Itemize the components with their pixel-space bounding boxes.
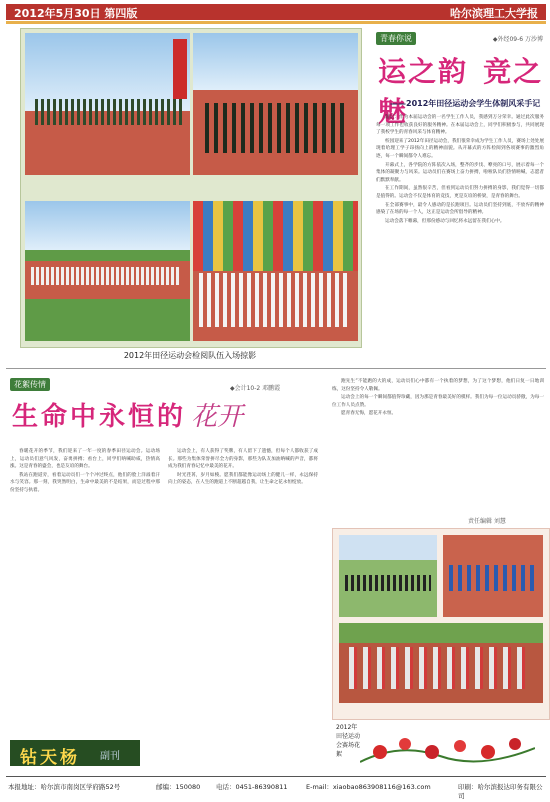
section-tag-2: 花絮传情 [10, 378, 50, 391]
footer [6, 776, 546, 800]
footer-email: E-mail：xiaobao863908116@163.com [306, 783, 431, 791]
paper-name: 哈尔滨理工大学报 [450, 7, 538, 20]
photo-track-3 [339, 623, 543, 703]
byline-2: ◆会计10-2 邓鹏霞 [230, 385, 281, 392]
column-band [10, 740, 140, 766]
article-2-col-2: 运动会上，有人获得了奖牌，有人留下了遗憾，但每个人都收获了成长。那些为集体荣誉拼尽全力的身影，那些为队友加油呐喊的声音，都将成为我们青春记忆中最美的花开。 时光荏苒，岁月如梭。愿我们都能像运动场上的健儿一样，永远保持向上的姿态，在人生的跑道上不断超越自我，让生命之花永恒绽放。 [168, 449, 318, 486]
article-2-col-3: 跑先生”不能跑的大的成，运动员们心中都有一个执着的梦想，为了这个梦想，他们日复一日地训练，这份坚持令人敬佩。 运动会上的每一个瞬间都值得珍藏，因为那是青春最美好的模样。我们为每一位运动员骄傲，为每一位工作人员点赞。 愿青春无悔，愿花开永恒。 [332, 379, 544, 417]
column-label: 副刊 [100, 751, 120, 762]
column-name: 钻天杨 [20, 748, 80, 768]
masthead-bar [6, 4, 546, 20]
photo-parade-2 [193, 33, 358, 175]
footer-address: 本报地址：哈尔滨市南岗区学府路52号 [8, 783, 121, 791]
article-2-col-1: 春暖花开的季节，我们迎来了一年一度的春季田径运动会。运动场上，运动员们意气风发，奋勇拼搏；看台上，同学们呐喊助威，热情高涨。这是青春的盛会，也是友谊的舞台。 我站在跑道旁，看着运动员们一个个冲过终点，他们的脸上洋溢着汗水与笑容。那一刻，我突然明白，生命中最美的不是结果，而是过程中那份坚持与执着。 [10, 449, 160, 493]
article-body: 题记：作为本届运动会的一名学生工作人员，我感到万分荣幸。通过此次服务每一项工作也收获良好的服务精神。在本届运动会上，同学们积极参与，共同展现了我校学生的青春风采与体育精神。 校园迎来了2012年田径运动会，我们很荣幸成为学生工作人员，赛场上处处展现着哈理工学子昂扬向上的精神面貌。从开幕式的方阵检阅到各项赛事的激烈角逐，每一个瞬间都令人难忘。 开幕式上，各学院的方阵依次入场，整齐的步伐、嘹亮的口号，展示着每一个集体的凝聚力与风采。运动员们在赛场上奋力拼搏，啦啦队员们热情呐喊，志愿者们默默奉献。 在工作期间，虽然很辛苦，但看到运动员们努力拼搏的身影，我们觉得一切都是值得的。运动会不仅是体育的竞技，更是友谊的桥梁，是青春的舞台。 在全部赛事中，最令人感动的是长跑项目。运动员们坚持到底，不放弃的精神感染了在场的每一个人，这正是运动会所倡导的精神。 运动会落下帷幕，但那份感动与回忆将永远留在我们心中。 [376, 115, 544, 224]
editor-credit: 责任编辑 刘慧 [468, 518, 506, 525]
byline: ◆外经09-6 万沙博 [492, 36, 543, 43]
photo-track-1 [339, 535, 437, 617]
footer-postcode: 邮编：150080 [156, 783, 201, 791]
photo-parade-1 [25, 33, 190, 175]
photo-collage [20, 28, 362, 348]
article-1 [372, 28, 547, 358]
article-subtitle: ——2012年田径运动会学生体制风采手记 [390, 99, 541, 108]
photo-track-2 [443, 535, 543, 617]
photo-parade-4 [193, 201, 358, 341]
photo-caption: 2012年田径运动会检阅队伍入场掠影 [123, 351, 257, 360]
photo-parade-3 [25, 201, 190, 341]
article-title: 运之韵 竞之魅 [378, 55, 544, 128]
header-rule [6, 21, 546, 24]
flower-decoration [360, 722, 535, 770]
footer-printer: 印刷：哈尔滨报达印务有限公司 [458, 783, 543, 800]
section-tag: 青春你说 [376, 32, 416, 45]
issue-date: 2012年5月30日 第四版 [14, 7, 138, 20]
footer-phone: 电话：0451-86390811 [216, 783, 288, 791]
photo-collage-bottom [332, 528, 550, 720]
photo-caption-bottom: 2012年田径运动会赛场花絮 [336, 724, 361, 758]
article-2-title: 生命中永恒的 花开 [12, 402, 244, 432]
divider [6, 368, 546, 369]
